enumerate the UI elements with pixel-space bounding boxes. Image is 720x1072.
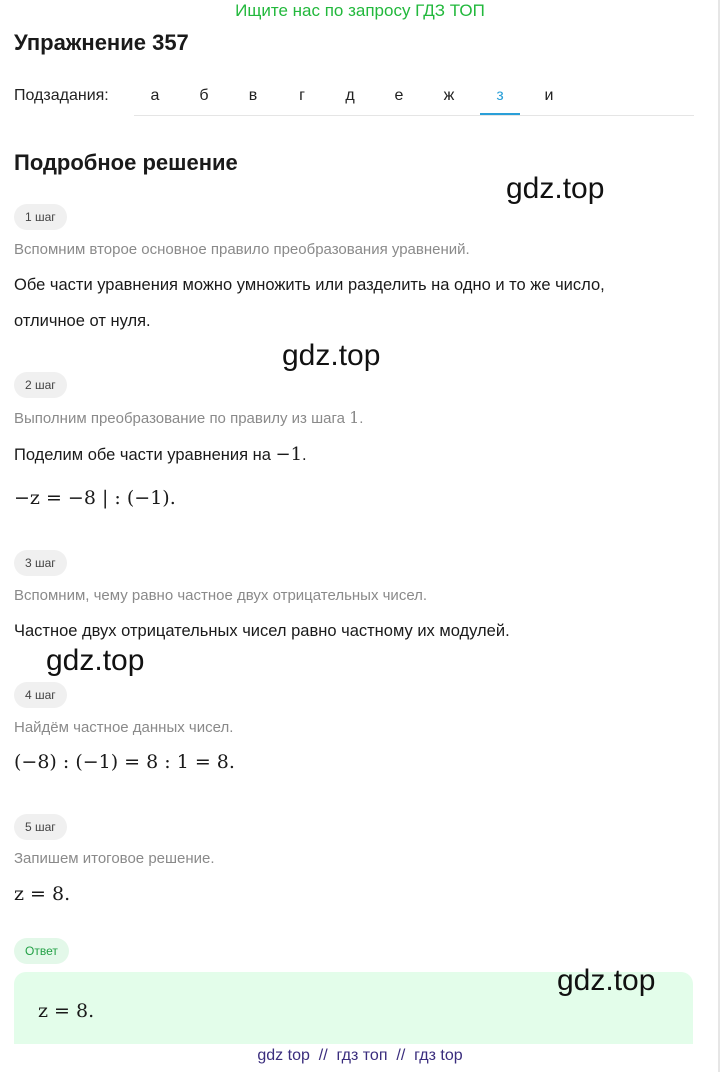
watermark: gdz.top bbox=[46, 644, 145, 677]
step-badge: 5 шаг bbox=[14, 814, 67, 840]
step-hint: Вспомним, чему равно частное двух отрицательных чисел. bbox=[14, 587, 428, 604]
step-equation: z = 8. bbox=[14, 883, 71, 905]
step-hint-number: 1 bbox=[349, 408, 360, 427]
step-text-end: . bbox=[302, 446, 307, 464]
step-hint: Запишем итоговое решение. bbox=[14, 850, 215, 867]
step-hint bbox=[14, 408, 363, 427]
answer-badge: Ответ bbox=[14, 938, 69, 964]
footer-links: gdz top // гдз топ // гдз top bbox=[257, 1047, 463, 1064]
tab-b[interactable]: б bbox=[199, 87, 209, 104]
step-badge: 1 шаг bbox=[14, 204, 67, 230]
watermark: gdz.top bbox=[506, 172, 605, 205]
answer-equation: z = 8. bbox=[38, 1000, 95, 1022]
step-equation: (−8) : (−1) = 8 : 1 = 8. bbox=[14, 751, 235, 773]
step-equation: −z = −8 | : (−1). bbox=[14, 487, 176, 509]
step-text: отличное от нуля. bbox=[14, 312, 151, 330]
step-hint: Найдём частное данных чисел. bbox=[14, 719, 234, 736]
step-hint-end: . bbox=[359, 410, 364, 427]
subtasks-label: Подзадания: bbox=[14, 87, 109, 104]
step-badge: 3 шаг bbox=[14, 550, 67, 576]
step-text-body: Поделим обе части уравнения на bbox=[14, 446, 271, 464]
tab-v[interactable]: в bbox=[248, 87, 258, 104]
watermark: gdz.top bbox=[282, 339, 381, 372]
watermark: gdz.top bbox=[557, 964, 656, 997]
solution-heading: Подробное решение bbox=[14, 150, 238, 175]
step-text-math: −1 bbox=[275, 444, 303, 465]
page-title: Упражнение 357 bbox=[14, 30, 189, 55]
tab-g[interactable]: г bbox=[299, 87, 305, 104]
step-hint-text: Выполним преобразование по правилу из шага bbox=[14, 410, 345, 427]
tab-e[interactable]: е bbox=[394, 87, 404, 104]
step-hint: Вспомним второе основное правило преобразования уравнений. bbox=[14, 241, 470, 258]
step-text: Обе части уравнения можно умножить или разделить на одно и то же число, bbox=[14, 276, 605, 294]
tab-a[interactable]: а bbox=[150, 87, 160, 104]
step-text: Частное двух отрицательных чисел равно частному их модулей. bbox=[14, 622, 510, 640]
search-banner: Ищите нас по запросу ГДЗ ТОП bbox=[235, 1, 485, 20]
subtasks-divider bbox=[134, 115, 694, 116]
step-badge: 4 шаг bbox=[14, 682, 67, 708]
step-text bbox=[14, 444, 307, 465]
tab-z[interactable]: з bbox=[480, 87, 520, 115]
step-badge: 2 шаг bbox=[14, 372, 67, 398]
tab-d[interactable]: д bbox=[345, 87, 355, 104]
tab-i[interactable]: и bbox=[544, 87, 554, 104]
tab-zh[interactable]: ж bbox=[443, 87, 455, 104]
subtasks-nav bbox=[14, 84, 694, 116]
